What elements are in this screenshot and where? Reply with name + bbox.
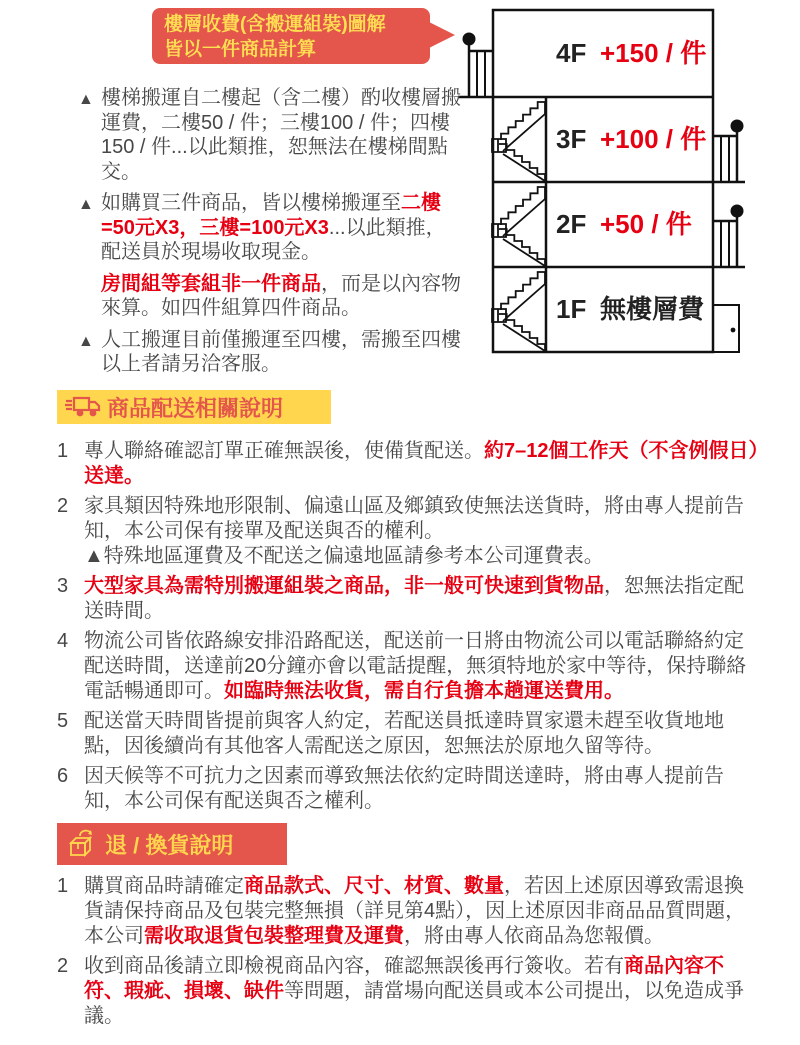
list-item <box>57 629 763 704</box>
text-segment: ，而是以內容物來算。如四件組算四件商品。 <box>101 272 461 319</box>
item-text <box>84 764 763 814</box>
note-item <box>78 191 464 265</box>
note-item <box>78 272 464 321</box>
text-segment: 約7–12個工作天（不含例假日）送達。 <box>84 440 759 487</box>
text-segment: 家具類因特殊地形限制、偏遠山區及鄉鎮致使無法送貨時，將由專人提前告知，本公司保有接單及配送與否的權利。 <box>84 495 744 542</box>
delivery-list <box>57 439 763 819</box>
right-railing-3f-icon <box>713 120 744 183</box>
item-text <box>84 439 763 489</box>
list-item <box>57 954 763 1029</box>
item-number: 2 <box>57 495 69 517</box>
text-segment: ，恕無法指定配送時間。 <box>84 575 744 622</box>
floor-fee-3f: +100 / 件 <box>600 124 707 154</box>
text-segment: 因天候等不可抗力之因素而導致無法依約定時間送達時，將由專人提前告知，本公司保有配送與否之權利。 <box>84 765 724 812</box>
left-railing-icon <box>463 33 494 98</box>
text-segment: 商品款式、尺寸、材質、數量 <box>244 875 504 897</box>
triangle-bullet-icon <box>78 272 101 321</box>
floor-fee-1f: 無樓層費 <box>600 294 705 324</box>
returns-list <box>57 874 763 1034</box>
item-number: 1 <box>57 875 69 897</box>
note-text <box>101 191 464 265</box>
note-item <box>78 86 464 184</box>
floor-fee-4f: +150 / 件 <box>600 38 707 68</box>
triangle-bullet-icon: ▲ <box>78 332 94 350</box>
note-text <box>101 86 464 184</box>
floor-name-4f: 4F <box>556 38 587 68</box>
text-segment: 樓梯搬運自二樓起（含二樓）酌收樓層搬運費，二樓50 / 件；三樓100 / 件；四樓150 / 件...以此類推，恕無法在樓梯間點交。 <box>101 87 461 183</box>
text-segment: 配送當天時間皆提前與客人約定，若配送員抵達時買家還未趕至收貨地地點，因後續尚有其他客人需配送之原因，恕無法於原地久留等待。 <box>84 710 724 757</box>
bubble-title-line1: 樓層收費(含搬運組裝)圖解 <box>164 14 386 35</box>
building-floor-diagram <box>450 0 760 362</box>
text-segment: 專人聯絡確認訂單正確無誤後，使備貨配送。 <box>84 440 484 462</box>
triangle-bullet-icon: ▲ <box>78 91 94 108</box>
note-text <box>101 328 464 377</box>
floor-name-2f: 2F <box>556 209 587 239</box>
list-item <box>57 439 763 489</box>
list-item <box>57 764 763 814</box>
right-railing-2f-icon <box>713 205 744 268</box>
note-item <box>78 328 464 377</box>
text-segment: ▲特殊地區運費及不配送之偏遠地區請參考本公司運費表。 <box>84 545 604 567</box>
text-segment: 房間組等套組非一件商品 <box>101 272 321 295</box>
text-segment: 等問題，請當場向配送員或本公司提出，以免造成爭議。 <box>84 980 744 1027</box>
text-segment: ，將由專人依商品為您報價。 <box>404 925 664 947</box>
text-segment: 購買商品時請確定 <box>84 875 244 897</box>
text-segment: 大型家具為需特別搬運組裝之商品，非一般可快速到貨物品 <box>84 575 604 597</box>
truck-icon <box>65 395 101 419</box>
text-segment: ...以此類推，配送員於現場收取現金。 <box>101 216 446 263</box>
text-segment: 物流公司皆依路線安排沿路配送，配送前一日將由物流公司以電話聯絡約定配送時間，送達前20分鐘亦會以電話提醒，無須特地於家中等待，保持聯絡電話暢通即可。 <box>84 630 747 702</box>
item-text <box>84 494 763 569</box>
floor-name-3f: 3F <box>556 124 587 154</box>
text-segment: 如購買三件商品，皆以樓梯搬運至 <box>101 192 401 214</box>
item-number: 3 <box>57 575 69 597</box>
returns-section-banner <box>57 823 287 865</box>
floor-fee-notes <box>78 86 464 384</box>
floor-fee-2f: +50 / 件 <box>600 209 692 239</box>
list-item <box>57 494 763 569</box>
item-number: 5 <box>57 710 69 732</box>
text-segment: ，若因上述原因導致需退換貨請保持商品及包裝完整無損（詳見第4點），因上述原因非商品品質問題，本公司 <box>84 875 746 947</box>
item-text <box>84 874 763 949</box>
list-item <box>57 709 763 759</box>
item-text <box>84 574 763 624</box>
item-number: 6 <box>57 765 69 787</box>
text-segment: 二樓=50元X3，三樓=100元X3 <box>101 192 441 239</box>
text-segment: 需收取退貨包裝整理費及運費 <box>144 925 404 947</box>
floor-name-1f: 1F <box>556 294 587 324</box>
item-number: 2 <box>57 955 69 977</box>
item-text <box>84 709 763 759</box>
return-box-icon <box>67 828 97 860</box>
delivery-section-title: 商品配送相關說明 <box>107 395 284 421</box>
bubble-title-line2: 皆以一件商品計算 <box>164 39 317 60</box>
triangle-bullet-icon: ▲ <box>78 196 94 213</box>
item-text <box>84 629 763 704</box>
item-number: 4 <box>57 630 69 652</box>
text-segment: 人工搬運目前僅搬運至四樓，需搬至四樓以上者請另洽客服。 <box>101 328 461 375</box>
item-text <box>84 954 763 1029</box>
floor-fee-bubble <box>152 8 430 64</box>
text-segment: 收到商品後請立即檢視商品內容，確認無誤後再行簽收。若有 <box>84 955 624 977</box>
returns-section-title: 退 / 換貨說明 <box>105 832 234 858</box>
list-item <box>57 574 763 624</box>
delivery-section-banner <box>57 390 331 424</box>
list-item <box>57 874 763 949</box>
text-segment: 商品內容不符、瑕疵、損壞、缺件 <box>84 955 724 1002</box>
entrance-door-icon <box>713 305 739 352</box>
text-segment: 如臨時無法收貨，需自行負擔本趟運送費用。 <box>224 680 624 702</box>
item-number: 1 <box>57 440 69 462</box>
note-text <box>101 272 464 321</box>
